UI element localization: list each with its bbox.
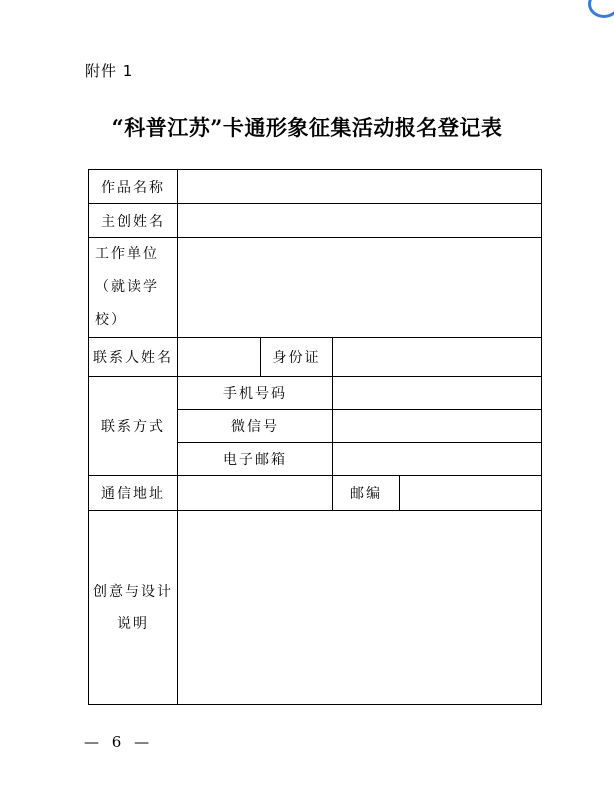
- page-number: — 6 —: [84, 733, 154, 751]
- phone-field[interactable]: [333, 377, 542, 410]
- design-description-label: [89, 511, 178, 705]
- work-unit-label-line-1: 工作单位: [95, 246, 159, 262]
- work-name-field[interactable]: [178, 170, 542, 204]
- work-name-label: 作品名称: [89, 170, 178, 204]
- contact-method-label: 联系方式: [89, 377, 178, 476]
- work-unit-label-line-3: 校）: [95, 312, 127, 328]
- postcode-field[interactable]: [400, 476, 542, 511]
- design-description-field[interactable]: [178, 511, 542, 705]
- corner-scroll-indicator: [588, 0, 614, 18]
- work-unit-label-line-2: （就读学: [95, 279, 159, 295]
- id-card-label: 身份证: [261, 338, 333, 377]
- work-unit-field[interactable]: [178, 238, 542, 338]
- postcode-label: 邮编: [333, 476, 400, 511]
- email-label: 电子邮箱: [178, 443, 333, 476]
- row-author: [89, 204, 542, 238]
- design-label-line-1: 创意与设计: [93, 583, 173, 600]
- row-phone: [89, 377, 542, 410]
- contact-name-field[interactable]: [178, 338, 261, 377]
- email-field[interactable]: [333, 443, 542, 476]
- design-label-line-2: 说明: [117, 615, 149, 632]
- contact-name-label: 联系人姓名: [89, 338, 178, 377]
- row-work-name: [89, 170, 542, 204]
- work-unit-label: [89, 238, 178, 338]
- wechat-field[interactable]: [333, 410, 542, 443]
- attachment-label: 附件 1: [85, 62, 134, 80]
- row-design-description: [89, 511, 542, 705]
- row-address: [89, 476, 542, 511]
- row-contact-person: [89, 338, 542, 377]
- row-work-unit: [89, 238, 542, 338]
- page-title: “科普江苏”卡通形象征集活动报名登记表: [111, 115, 503, 140]
- author-field[interactable]: [178, 204, 542, 238]
- author-label: 主创姓名: [89, 204, 178, 238]
- wechat-label: 微信号: [178, 410, 333, 443]
- id-card-field[interactable]: [333, 338, 542, 377]
- address-label: 通信地址: [89, 476, 178, 511]
- phone-label: 手机号码: [178, 377, 333, 410]
- registration-form-table: [88, 169, 542, 705]
- address-field[interactable]: [178, 476, 333, 511]
